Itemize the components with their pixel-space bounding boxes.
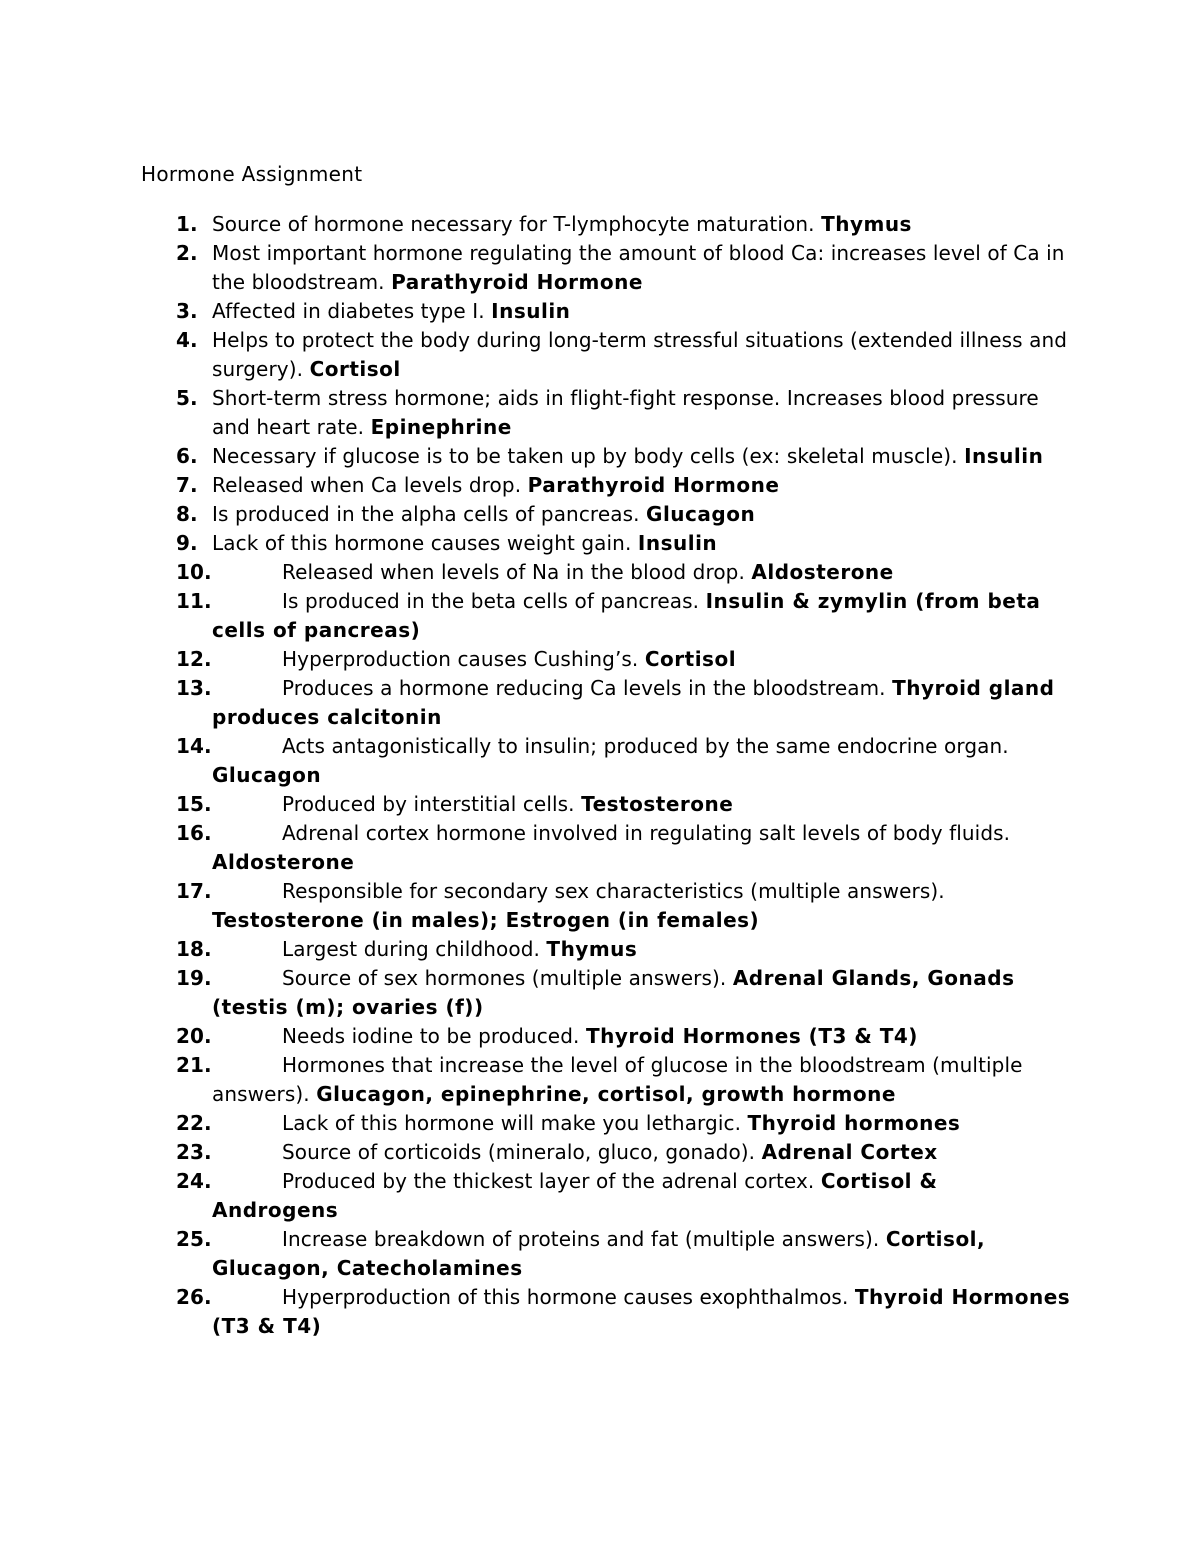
question-list [141,210,1071,1341]
question-text: Hormones that increase the level of glucose in the bloodstream (multiple answers). [212,1053,1023,1106]
item-number: 15. [176,792,212,816]
answer-text: Thymus [546,937,638,961]
item-number: 4. [176,328,198,352]
answer-text: Cortisol & Androgens [212,1169,938,1222]
list-item [141,645,1071,674]
list-item [141,964,1071,1022]
list-item [141,384,1071,442]
question-text: Necessary if glucose is to be taken up by body cells (ex: skeletal muscle). [212,444,958,468]
list-item [141,732,1071,790]
item-number: 12. [176,647,212,671]
answer-text: Thyroid gland produces calcitonin [212,676,1055,729]
item-number: 6. [176,444,198,468]
question-text: Lack of this hormone will make you lethargic. [282,1111,742,1135]
item-number: 18. [176,937,212,961]
question-text: Most important hormone regulating the amount of blood Ca: increases level of Ca in the bloodstream. [212,241,1065,294]
item-number: 9. [176,531,198,555]
item-number: 11. [176,589,212,613]
item-number: 13. [176,676,212,700]
question-text: Responsible for secondary sex characteristics (multiple answers). [282,879,945,903]
list-item [141,442,1071,471]
item-number: 26. [176,1285,212,1309]
answer-text: Adrenal Cortex [761,1140,938,1164]
list-item [141,297,1071,326]
list-item [141,1109,1071,1138]
item-number: 1. [176,212,198,236]
answer-text: Parathyroid Hormone [391,270,643,294]
list-item [141,790,1071,819]
answer-text: Cortisol [309,357,401,381]
list-item [141,1225,1071,1283]
answer-text: Testosterone (in males); Estrogen (in females) [212,908,760,932]
list-item [141,500,1071,529]
answer-text: Thymus [821,212,912,236]
list-item [141,326,1071,384]
list-item [141,1051,1071,1109]
question-text: Released when Ca levels drop. [212,473,522,497]
question-text: Source of sex hormones (multiple answers). [282,966,727,990]
item-number: 2. [176,241,198,265]
answer-text: Cortisol [644,647,737,671]
question-text: Acts antagonistically to insulin; produced by the same endocrine organ. [282,734,1009,758]
answer-text: Thyroid Hormones (T3 & T4) [585,1024,918,1048]
question-text: Source of corticoids (mineralo, gluco, gonado). [282,1140,756,1164]
list-item [141,877,1071,935]
item-number: 22. [176,1111,212,1135]
list-item [141,471,1071,500]
list-item [141,558,1071,587]
question-text: Affected in diabetes type I. [212,299,485,323]
question-text: Needs iodine to be produced. [282,1024,580,1048]
list-item [141,1138,1071,1167]
list-item [141,587,1071,645]
answer-text: Glucagon [646,502,756,526]
answer-text: Insulin [637,531,718,555]
item-number: 16. [176,821,212,845]
list-item [141,1283,1071,1341]
question-text: Released when levels of Na in the blood drop. [282,560,745,584]
answer-text: Glucagon [212,763,322,787]
answer-text: Insulin [491,299,571,323]
answer-text: Testosterone [581,792,734,816]
item-number: 5. [176,386,198,410]
question-text: Produced by the thickest layer of the adrenal cortex. [282,1169,815,1193]
answer-text: Epinephrine [370,415,512,439]
question-text: Adrenal cortex hormone involved in regulating salt levels of body fluids. [282,821,1011,845]
answer-text: Aldosterone [751,560,894,584]
answer-text: Thyroid Hormones (T3 & T4) [212,1285,1071,1338]
question-text: Produced by interstitial cells. [282,792,575,816]
item-number: 25. [176,1227,212,1251]
list-item [141,674,1071,732]
item-number: 8. [176,502,198,526]
answer-text: Insulin [964,444,1044,468]
item-number: 20. [176,1024,212,1048]
answer-text: Glucagon, epinephrine, cortisol, growth hormone [316,1082,896,1106]
question-text: Helps to protect the body during long-term stressful situations (extended illness and surgery). [212,328,1068,381]
list-item [141,529,1071,558]
question-text: Largest during childhood. [282,937,540,961]
question-text: Source of hormone necessary for T-lymphocyte maturation. [212,212,815,236]
answer-text: Aldosterone [212,850,355,874]
item-number: 17. [176,879,212,903]
list-item [141,819,1071,877]
answer-text: Thyroid hormones [747,1111,961,1135]
document-title: Hormone Assignment [141,162,363,186]
answer-text: Insulin & zymylin (from beta cells of pancreas) [212,589,1041,642]
question-text: Produces a hormone reducing Ca levels in the bloodstream. [282,676,886,700]
answer-text: Adrenal Glands, Gonads (testis (m); ovaries (f)) [212,966,1015,1019]
item-number: 3. [176,299,198,323]
item-number: 10. [176,560,212,584]
item-number: 21. [176,1053,212,1077]
list-item [141,935,1071,964]
question-text: Is produced in the beta cells of pancreas. [282,589,700,613]
list-item [141,1022,1071,1051]
question-text: Lack of this hormone causes weight gain. [212,531,632,555]
item-number: 14. [176,734,212,758]
item-number: 23. [176,1140,212,1164]
answer-text: Parathyroid Hormone [527,473,780,497]
item-number: 24. [176,1169,212,1193]
question-text: Short-term stress hormone; aids in flight-fight response. Increases blood pressure and heart rate. [212,386,1039,439]
question-text: Hyperproduction causes Cushing’s. [282,647,639,671]
list-item [141,1167,1071,1225]
question-text: Increase breakdown of proteins and fat (multiple answers). [282,1227,880,1251]
answer-text: Cortisol, Glucagon, Catecholamines [212,1227,986,1280]
question-text: Is produced in the alpha cells of pancreas. [212,502,640,526]
list-item [141,210,1071,239]
question-text: Hyperproduction of this hormone causes exophthalmos. [282,1285,849,1309]
list-item [141,239,1071,297]
item-number: 19. [176,966,212,990]
item-number: 7. [176,473,198,497]
